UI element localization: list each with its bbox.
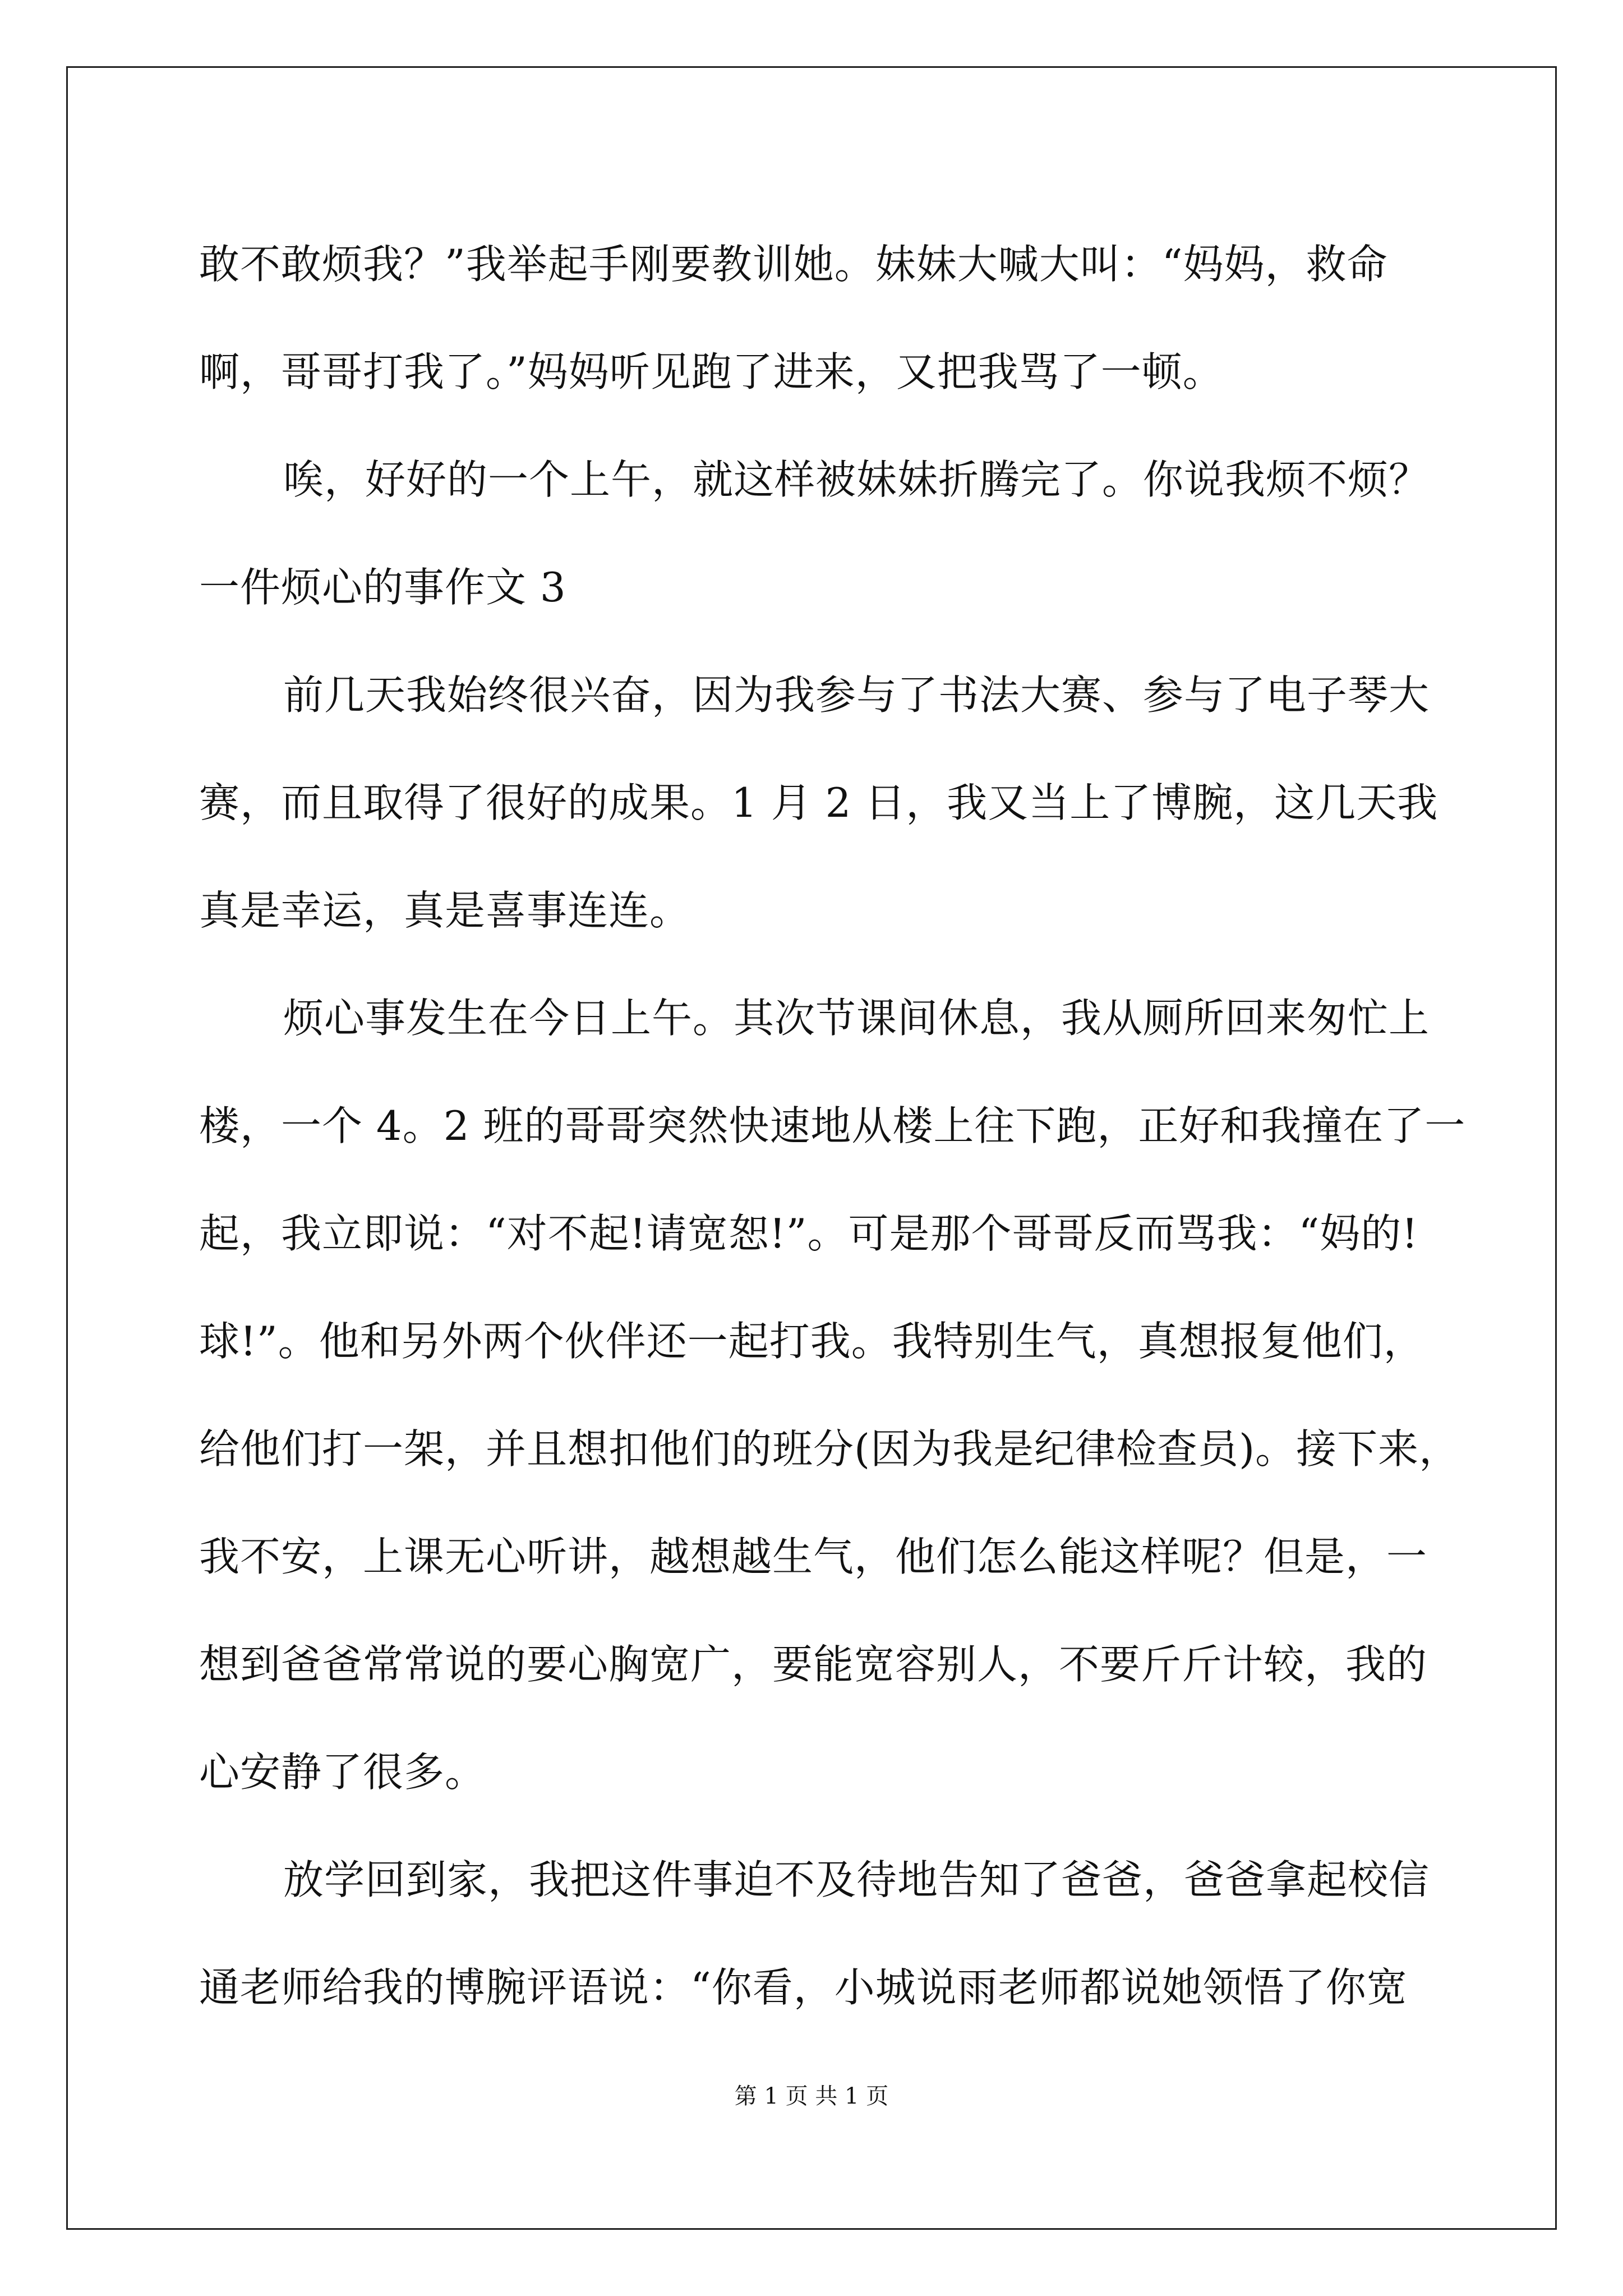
document-body bbox=[199, 210, 1466, 2041]
text-line: 真是幸运，真是喜事连连。 bbox=[199, 887, 691, 934]
section-heading: 一件烦心的事作文 3 bbox=[199, 564, 566, 611]
page-footer: 第 1 页 共 1 页 bbox=[734, 2083, 889, 2109]
text-line: 通老师给我的博腕评语说：“你看，小城说雨老师都说她领悟了你宽 bbox=[199, 1964, 1408, 2011]
text-line: 赛，而且取得了很好的成果。1 月 2 日，我又当上了博腕，这几天我 bbox=[199, 779, 1438, 826]
text-line: 给他们打一架，并且想扣他们的班分(因为我是纪律检查员)。接下来， bbox=[199, 1425, 1460, 1473]
text-line: 前几天我始终很兴奋，因为我参与了书法大赛、参与了电子琴大 bbox=[283, 671, 1430, 719]
text-line: 放学回到家，我把这件事迫不及待地告知了爸爸，爸爸拿起校信 bbox=[283, 1856, 1430, 1903]
text-line: 楼，一个 4。2 班的哥哥突然快速地从楼上往下跑，正好和我撞在了一 bbox=[199, 1102, 1466, 1149]
text-line: 敢不敢烦我？”我举起手刚要教训她。妹妹大喊大叫：“妈妈，救命 bbox=[199, 241, 1388, 288]
text-line: 我不安，上课无心听讲，越想越生气，他们怎么能这样呢？但是，一 bbox=[199, 1533, 1428, 1580]
text-line: 想到爸爸常常说的要心胸宽广，要能宽容别人，不要斤斤计较，我的 bbox=[199, 1641, 1428, 1688]
text-line: 啊，哥哥打我了。”妈妈听见跑了进来，又把我骂了一顿。 bbox=[199, 348, 1224, 395]
text-line: 起，我立即说：“对不起!请宽恕!”。可是那个哥哥反而骂我：“妈的! bbox=[199, 1210, 1419, 1257]
text-line: 心安静了很多。 bbox=[199, 1749, 486, 1796]
text-line: 烦心事发生在今日上午。其次节课间休息，我从厕所回来匆忙上 bbox=[283, 995, 1430, 1042]
text-line: 唉，好好的一个上午，就这样被妹妹折腾完了。你说我烦不烦？ bbox=[283, 456, 1430, 503]
text-line: 球!”。他和另外两个伙伴还一起打我。我特别生气，真想报复他们， bbox=[199, 1318, 1424, 1365]
